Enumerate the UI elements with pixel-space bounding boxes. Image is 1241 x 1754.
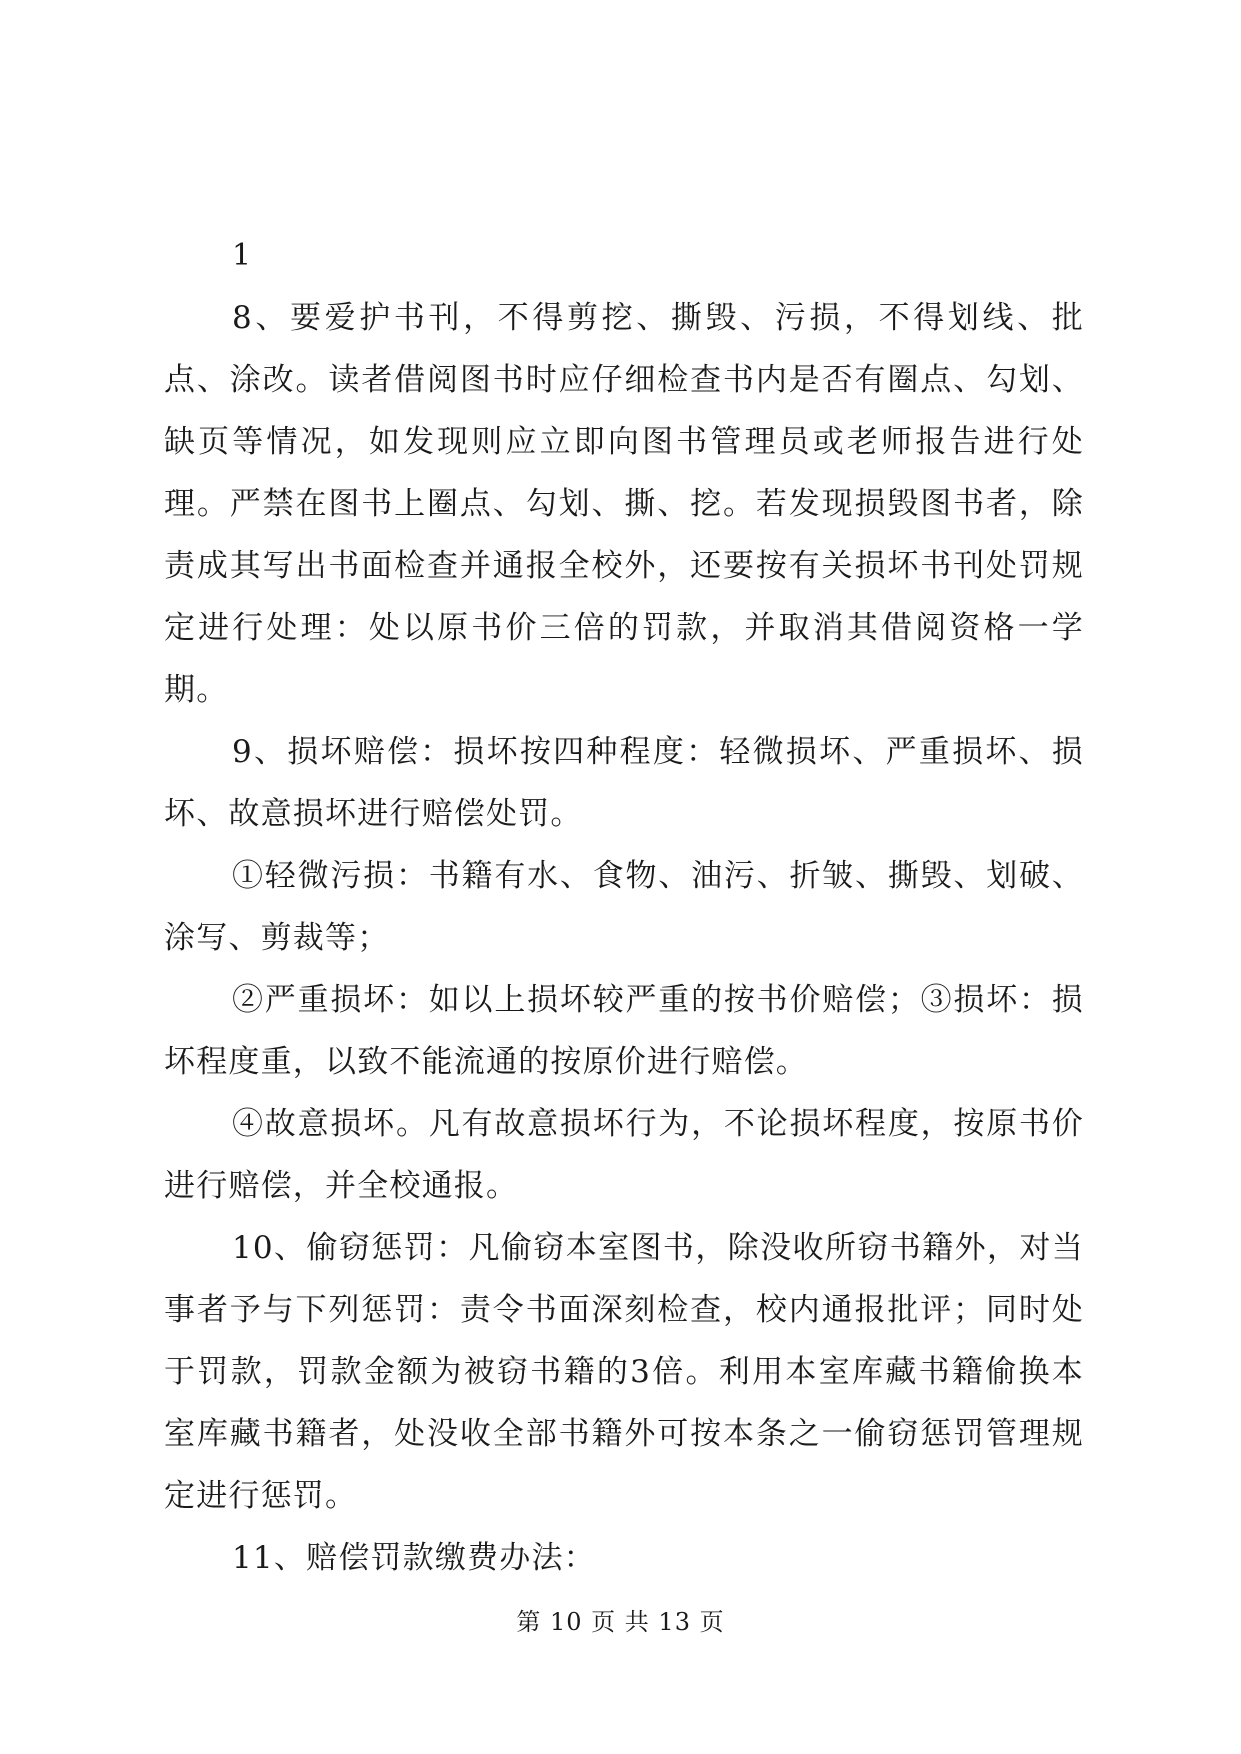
section-number-mark: 1 (232, 238, 252, 273)
paragraph-rule-10: 10、偷窃惩罚：凡偷窃本室图书，除没收所窃书籍外，对当事者予与下列惩罚：责令书面深刻检查，校内通报批评；同时处于罚款，罚款金额为被窃书籍的3倍。利用本室库藏书籍偷换本室库藏书籍者，处没收全部书籍外可按本条之一偷窃惩罚管理规定进行惩罚。 (164, 1230, 1084, 1514)
paragraph-rule-9: 9、损坏赔偿：损坏按四种程度：轻微损坏、严重损坏、损坏、故意损坏进行赔偿处罚。 (164, 734, 1084, 832)
paragraph-rule-11: 11、赔偿罚款缴费办法： (232, 1540, 596, 1576)
paragraph-intentional-damage: ④故意损坏。凡有故意损坏行为，不论损坏程度，按原书价进行赔偿，并全校通报。 (164, 1106, 1084, 1204)
paragraph-minor-damage: ①轻微污损：书籍有水、食物、油污、折皱、撕毁、划破、涂写、剪裁等； (164, 858, 1084, 956)
page-content (164, 225, 1084, 1589)
paragraph-rule-8: 8、要爱护书刊，不得剪挖、撕毁、污损，不得划线、批点、涂改。读者借阅图书时应仔细检查书内是否有圈点、勾划、缺页等情况，如发现则应立即向图书管理员或老师报告进行处理。严禁在图书上圈点、勾划、撕、挖。若发现损毁图书者，除责成其写出书面检查并通报全校外，还要按有关损坏书刊处罚规定进行处理：处以原书价三倍的罚款，并取消其借阅资格一学期。 (164, 300, 1084, 708)
paragraph-serious-damage: ②严重损坏：如以上损坏较严重的按书价赔偿；③损坏：损坏程度重，以致不能流通的按原价进行赔偿。 (164, 982, 1084, 1080)
page-footer: 第 10 页 共 13 页 (516, 1608, 725, 1636)
